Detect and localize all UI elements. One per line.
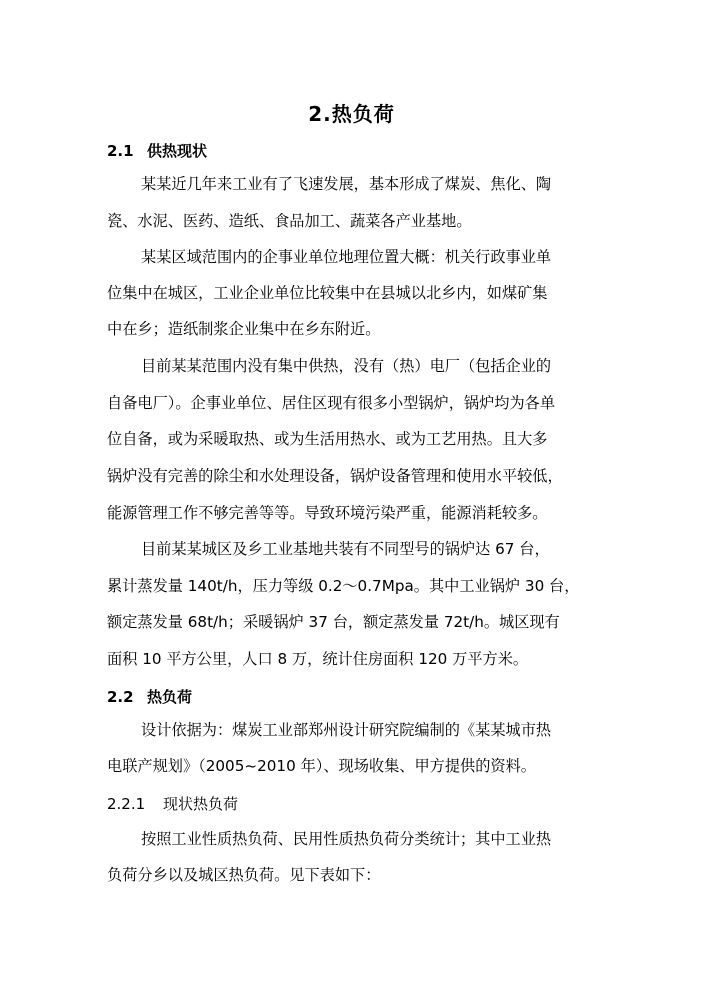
paragraph-line: 负荷分乡以及城区热负荷。见下表如下： xyxy=(107,866,381,884)
paragraph-line: 某某区域范围内的企事业单位地理位置大概：机关行政事业单 xyxy=(141,248,552,266)
paragraph-line: 能源管理工作不够完善等等。导致环境污染严重，能源消耗较多。 xyxy=(107,504,548,522)
paragraph-line: 中在乡；造纸制浆企业集中在乡东附近。 xyxy=(107,320,381,338)
section-title: 供热现状 xyxy=(147,142,208,160)
paragraph-line: 设计依据为：煤炭工业部郑州设计研究院编制的《某某城市热 xyxy=(141,721,552,739)
section-number: 2.2 xyxy=(107,688,134,706)
section-title: 现状热负荷 xyxy=(163,795,239,813)
section-heading-2-2 xyxy=(107,686,192,707)
paragraph-line: 目前某某范围内没有集中供热，没有（热）电厂（包括企业的 xyxy=(141,357,552,375)
paragraph-line: 面积 10 平方公里，人口 8 万，统计住房面积 120 万平方米。 xyxy=(107,650,529,668)
paragraph-line: 目前某某城区及乡工业基地共装有不同型号的锅炉达 67 台， xyxy=(141,540,550,558)
section-heading-2-1 xyxy=(107,140,207,161)
paragraph-line: 位自备，或为采暖取热、或为生活用热水、或为工艺用热。且大多 xyxy=(107,430,548,448)
paragraph-line: 位集中在城区，工业企业单位比较集中在县城以北乡内，如煤矿集 xyxy=(107,284,548,302)
paragraph-line: 累计蒸发量 140t/h，压力等级 0.2～0.7Mpa。其中工业锅炉 30 台， xyxy=(107,577,580,595)
section-number: 2.2.1 xyxy=(107,795,146,813)
page-title: 2.热负荷 xyxy=(308,102,395,126)
paragraph-line: 额定蒸发量 68t/h；采暖锅炉 37 台，额定蒸发量 72t/h。城区现有 xyxy=(107,613,560,631)
paragraph-line: 自备电厂）。企事业单位、居住区现有很多小型锅炉，锅炉均为各单 xyxy=(107,394,556,412)
paragraph-line: 按照工业性质热负荷、民用性质热负荷分类统计；其中工业热 xyxy=(141,830,552,848)
paragraph-line: 电联产规划》（2005~2010 年）、现场收集、甲方提供的资料。 xyxy=(107,757,536,775)
paragraph-line: 锅炉没有完善的除尘和水处理设备，锅炉设备管理和使用水平较低， xyxy=(107,467,563,485)
section-number: 2.1 xyxy=(107,142,134,160)
section-heading-2-2-1 xyxy=(107,793,238,814)
paragraph-line: 某某近几年来工业有了飞速发展，基本形成了煤炭、焦化、陶 xyxy=(141,175,552,193)
section-title: 热负荷 xyxy=(147,688,193,706)
paragraph-line: 瓷、水泥、医药、造纸、食品加工、蔬菜各产业基地。 xyxy=(107,212,472,230)
